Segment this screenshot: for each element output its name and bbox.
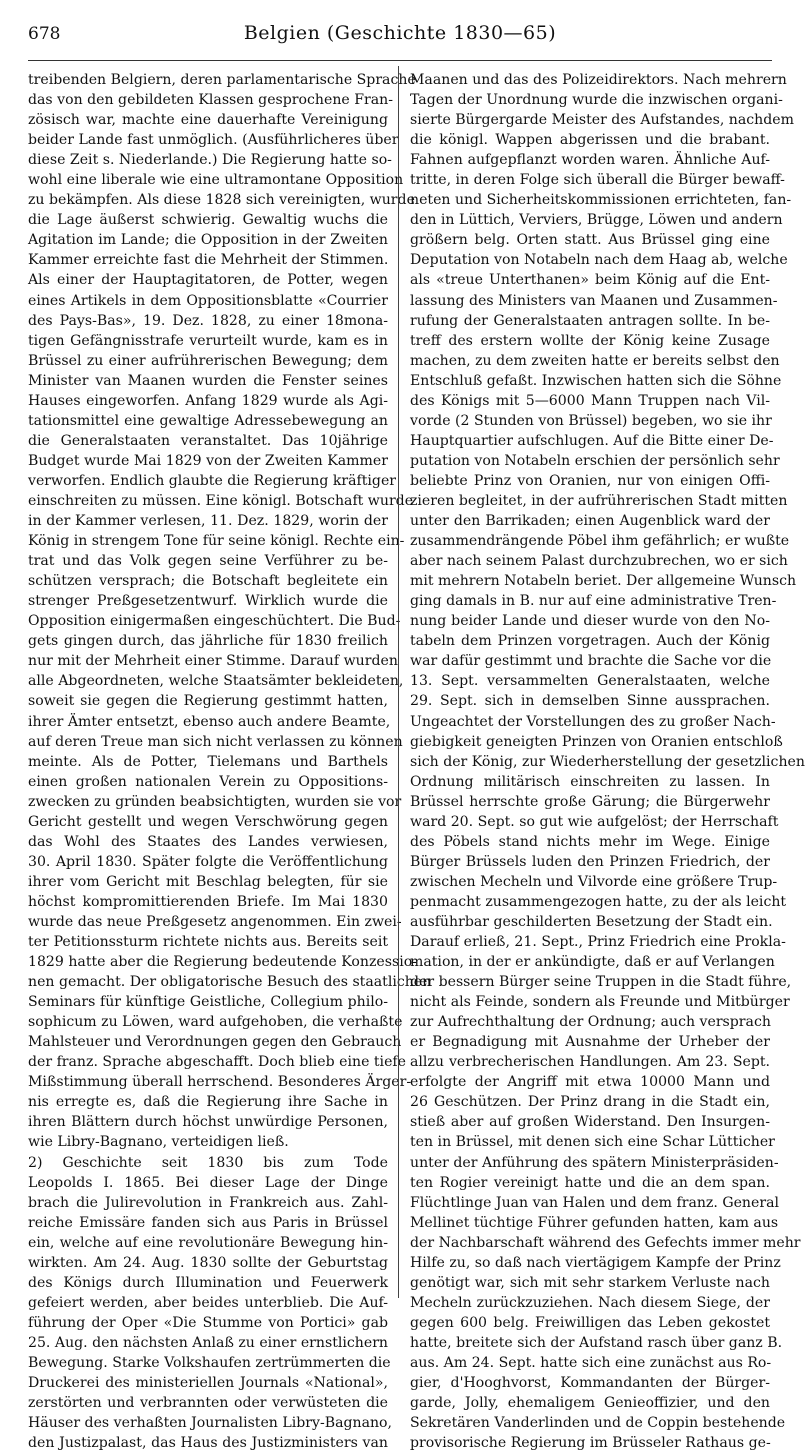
text-line: provisorische Regierung im Brüsseler Rathaus ge- — [410, 1435, 771, 1452]
text-line: auf deren Treue man sich nicht verlassen zu können — [28, 733, 403, 750]
text-line: Seminars für künftige Geistliche, Collegium philo- — [28, 994, 388, 1011]
text-line: zieren begleitet, in der aufrührerischen Stadt mitten — [410, 492, 788, 509]
text-line: einschreiten zu müssen. Eine königl. Botschaft wurde — [28, 492, 414, 509]
text-line: ging damals in B. nur auf eine administrative Tren- — [410, 593, 777, 610]
text-line: ausführbar geschilderten Besetzung der Stadt ein. — [410, 913, 773, 930]
text-line: Als einer der Hauptagitatoren, de Potter, wegen — [28, 272, 388, 289]
text-line: die königl. Wappen abgerissen und die brabant. — [410, 132, 770, 149]
text-line: wurde das neue Preßgesetz angenommen. Ein zwei- — [28, 913, 402, 930]
text-line: zwischen Mecheln und Vilvorde eine größere Trup- — [410, 873, 778, 890]
text-line: des Pays-Bas», 19. Dez. 1828, zu einer 18mona- — [28, 312, 388, 329]
text-line: zösisch war, machte eine dauerhafte Vereinigung — [28, 112, 388, 129]
text-line: ihren Blättern durch höchst unwürdige Personen, — [28, 1114, 388, 1131]
text-line: größern belg. Orten statt. Aus Brüssel ging eine — [410, 232, 770, 249]
text-line: nen gemacht. Der obligatorische Besuch des staatlichen — [28, 974, 432, 991]
text-line: 25. Aug. den nächsten Anlaß zu einer ernstlichern — [28, 1334, 389, 1351]
text-line: einen großen nationalen Verein zu Oppositions- — [28, 773, 388, 790]
text-line: sophicum zu Löwen, ward aufgehoben, die verhaßte — [28, 1014, 403, 1031]
text-line: Bewegung. Starke Volkshaufen zertrümmerten die — [28, 1355, 391, 1371]
text-line: Ordnung militärisch einschreiten zu lassen. In — [410, 773, 770, 790]
text-line: nur mit der Mehrheit einer Stimme. Darauf wurden — [28, 653, 398, 670]
text-line: des Pöbels stand nichts mehr im Wege. Einige — [410, 833, 770, 850]
text-line: ter Petitionssturm richtete nichts aus. Bereits seit — [28, 934, 388, 951]
text-line: brach die Julirevolution in Frankreich aus. Zahl- — [28, 1194, 388, 1211]
text-line: garde, Jolly, ehemaligem Genieoffizier, und den — [410, 1395, 770, 1412]
text-line: erfolgte der Angriff mit etwa 10000 Mann und — [410, 1074, 770, 1091]
text-line: zur Aufrechthaltung der Ordnung; auch versprach — [410, 1014, 771, 1031]
text-line: aber nach seinem Palast durchzubrechen, wo er sich — [410, 553, 788, 570]
text-line: 26 Geschützen. Der Prinz drang in die Stadt ein, — [410, 1094, 770, 1111]
left-column — [28, 70, 432, 1453]
text-line: verworfen. Endlich glaubte die Regierung kräftiger — [28, 472, 397, 489]
text-line: aus. Am 24. Sept. hatte sich eine zunächst aus Ro- — [410, 1355, 772, 1371]
text-line: tigen Gefängnisstrafe verurteilt wurde, kam es in — [28, 332, 388, 349]
text-line: Tagen der Unordnung wurde die inzwischen organi- — [410, 92, 783, 109]
text-line: Mißstimmung überall herrschend. Besonderes Ärger- — [28, 1074, 412, 1091]
column-divider — [398, 66, 399, 1298]
text-line: vorde (2 Stunden von Brüssel) begeben, wo sie ihr — [410, 412, 772, 429]
text-line: wie Libry-Bagnano, verteidigen ließ. — [28, 1134, 289, 1151]
text-line: hatte, breitete sich der Aufstand rasch über ganz B. — [410, 1334, 783, 1351]
text-line: in der Kammer verlesen, 11. Dez. 1829, worin der — [28, 513, 388, 530]
right-column — [410, 70, 805, 1453]
text-line: neten und Sicherheitskommissionen errichteten, fan- — [410, 192, 792, 209]
text-line: unter der Anführung des spätern Ministerpräsiden- — [410, 1154, 779, 1171]
text-line: wirkten. Am 24. Aug. 1830 sollte der Geburtstag — [28, 1254, 388, 1271]
text-line: ward 20. Sept. so gut wie aufgelöst; der Herrschaft — [410, 813, 779, 830]
text-line: gefeiert werden, aber beides unterblieb. Die Auf- — [28, 1294, 388, 1311]
text-line: des Königs durch Illumination und Feuerwerk — [28, 1274, 388, 1291]
text-line: Hauptquartier aufschlugen. Auf die Bitte einer De- — [410, 432, 774, 449]
text-line: ten Rogier vereinigt hatte und die an dem span. — [410, 1174, 770, 1191]
text-line: den in Lüttich, Verviers, Brügge, Löwen und andern — [410, 212, 783, 229]
text-line: zusammendrängende Pöbel ihm gefährlich; er wußte — [410, 533, 790, 550]
text-line: die Generalstaaten veranstaltet. Das 10jährige — [28, 432, 388, 449]
text-line: wohl eine liberale wie eine ultramontane Opposition — [28, 172, 404, 189]
text-line: Brüssel herrschte große Gärung; die Bürgerwehr — [410, 793, 770, 810]
text-line: Deputation von Notabeln nach dem Haag ab, welche — [410, 252, 788, 269]
text-line: machen, zu dem zweiten hatte er bereits selbst den — [410, 352, 780, 369]
text-line: putation von Notabeln erschien der persönlich sehr — [410, 452, 780, 469]
text-line: strenger Preßgesetzentwurf. Wirklich wurde die — [28, 593, 388, 610]
text-line: 1829 hatte aber die Regierung bedeutende Konzessio- — [28, 954, 417, 971]
text-line: gier, d'Hooghvorst, Kommandanten der Bürger- — [410, 1375, 770, 1392]
text-line: ein, welche auf eine revolutionäre Bewegung hin- — [28, 1234, 388, 1251]
text-line: gets gingen durch, das jährliche für 1830 freilich — [28, 633, 388, 650]
text-line: genötigt war, sich mit sehr starkem Verluste nach — [410, 1274, 770, 1291]
text-line: der franz. Sprache abgeschafft. Doch blieb eine tiefe — [28, 1054, 406, 1071]
text-line: Maanen und das des Polizeidirektors. Nach mehrern — [410, 72, 787, 88]
text-line: Leopolds I. 1865. Bei dieser Lage der Dinge — [28, 1174, 388, 1191]
text-line: allzu verbrecherischen Handlungen. Am 23. Sept. — [410, 1054, 770, 1071]
text-line: ihrer vom Gericht mit Beschlag belegten, für sie — [28, 873, 388, 890]
text-line: tationsmittel eine gewaltige Adressebewegung an — [28, 412, 388, 429]
text-line: als «treue Unterthanen» beim König auf die Ent- — [410, 272, 770, 289]
text-line: beliebte Prinz von Oranien, nur von einigen Offi- — [410, 472, 770, 489]
text-line: nicht als Feinde, sondern als Freunde und Mitbürger — [410, 994, 790, 1011]
text-line: Darauf erließ, 21. Sept., Prinz Friedrich eine Prokla- — [410, 934, 786, 951]
text-line: das von den gebildeten Klassen gesprochene Fran- — [28, 92, 393, 109]
text-line: zu bekämpfen. Als diese 1828 sich vereinigten, wurde — [28, 192, 415, 209]
text-line: höchst kompromittierenden Briefe. Im Mai 1830 — [28, 893, 388, 910]
text-line: Bürger Brüssels luden den Prinzen Friedrich, der — [410, 853, 770, 870]
text-line: treff des erstern wollte der König keine Zusage — [410, 332, 770, 349]
text-line: mit mehrern Notabeln beriet. Der allgemeine Wunsch — [410, 573, 797, 590]
text-line: Budget wurde Mai 1829 von der Zweiten Kammer — [28, 452, 388, 469]
text-line: reiche Emissäre fanden sich aus Paris in Brüssel — [28, 1214, 388, 1231]
text-line: der Nachbarschaft während des Gefechts immer mehr — [410, 1234, 801, 1251]
page-number: 678 — [28, 24, 61, 44]
text-line: Mellinet tüchtige Führer gefunden hatten, kam aus — [410, 1214, 779, 1231]
text-line: beider Lande fast unmöglich. (Ausführlicheres über — [28, 132, 399, 149]
text-line: 29. Sept. sich in demselben Sinne aussprachen. — [410, 693, 770, 710]
text-line: den Justizpalast, das Haus des Justizministers van — [28, 1435, 388, 1452]
text-line: Opposition einigermaßen eingeschüchtert. Die Bud- — [28, 613, 401, 630]
text-line: diese Zeit s. Niederlande.) Die Regierung hatte so- — [28, 152, 392, 169]
text-line: die Lage äußerst schwierig. Gewaltig wuchs die — [28, 212, 388, 229]
text-line: Mecheln zurückzuziehen. Nach diesem Siege, der — [410, 1294, 770, 1311]
text-line: war dafür gestimmt und brachte die Sache vor die — [410, 653, 772, 670]
page-header — [28, 14, 772, 50]
text-line: 30. April 1830. Später folgte die Veröffentlichung — [28, 853, 388, 870]
page-title: Belgien (Geschichte 1830—65) — [243, 22, 557, 44]
text-line: lassung des Ministers van Maanen und Zusammen- — [410, 292, 778, 309]
text-line: Häuser des verhaßten Journalisten Libry-Bagnano, — [28, 1415, 393, 1432]
text-line: sich der König, zur Wiederherstellung der gesetzlichen — [410, 753, 805, 770]
text-line: rufung der Generalstaaten antragen sollte. In be- — [410, 312, 770, 329]
text-line: 13. Sept. versammelten Generalstaaten, welche — [410, 673, 770, 690]
text-line: das Wohl des Staates des Landes verwiesen, — [28, 833, 388, 850]
text-line: stieß aber auf großen Widerstand. Den Insurgen- — [410, 1114, 770, 1131]
text-line: meinte. Als de Potter, Tielemans und Barthels — [28, 753, 388, 770]
text-line: Flüchtlinge Juan van Halen und dem franz. General — [410, 1194, 779, 1211]
text-line: König in strengem Tone für seine königl. Rechte ein- — [28, 533, 405, 550]
text-line: ten in Brüssel, mit denen sich eine Schar Lütticher — [410, 1134, 775, 1151]
text-line: Hilfe zu, so daß nach viertägigem Kampfe der Prinz — [410, 1254, 781, 1271]
text-line: eines Artikels in dem Oppositionsblatte «Courrier — [28, 292, 388, 309]
text-line: Entschluß gefaßt. Inzwischen hatten sich die Söhne — [410, 372, 782, 389]
text-line: Mahlsteuer und Verordnungen gegen den Gebrauch — [28, 1034, 402, 1051]
text-line: zwecken zu gründen beabsichtigten, wurden sie vor — [28, 793, 402, 810]
text-line: trat und das Volk gegen seine Verführer zu be- — [28, 553, 388, 570]
text-line: Hauses eingeworfen. Anfang 1829 wurde als Agi- — [28, 392, 388, 409]
text-line: Agitation im Lande; die Opposition in der Zweiten — [28, 232, 388, 249]
text-line: soweit sie gegen die Regierung gestimmt hatten, — [28, 693, 388, 710]
text-line: Gericht gestellt und wegen Verschwörung gegen — [28, 813, 388, 830]
text-line: Fahnen aufgepflanzt worden waren. Ähnliche Auf- — [410, 152, 770, 169]
text-line: zerstörten und verbrannten oder verwüsteten die — [28, 1395, 388, 1412]
text-line: alle Abgeordneten, welche Staatsämter bekleideten, — [28, 673, 404, 690]
text-line: 2) Geschichte seit 1830 bis zum Tode — [28, 1154, 388, 1171]
text-line: Ungeachtet der Vorstellungen des zu großer Nach- — [410, 713, 776, 730]
text-line: treibenden Belgiern, deren parlamentarische Sprache — [28, 72, 416, 88]
text-line: er Begnadigung mit Ausnahme der Urheber der — [410, 1034, 770, 1051]
text-line: Kammer erreichte fast die Mehrheit der Stimmen. — [28, 252, 389, 269]
text-line: nis erregte es, daß die Regierung ihre Sache in — [28, 1094, 388, 1111]
text-line: tritte, in deren Folge sich überall die Bürger bewaff- — [410, 172, 785, 189]
header-rule — [28, 60, 772, 61]
text-line: Druckerei des ministeriellen Journals «National», — [28, 1375, 388, 1392]
text-line: unter den Barrikaden; einen Augenblick ward der — [410, 513, 770, 530]
text-line: mation, in der er ankündigte, daß er auf Verlangen — [410, 954, 775, 971]
text-line: Brüssel zu einer aufrührerischen Bewegung; dem — [28, 352, 388, 369]
text-line: Sekretären Vanderlinden und de Coppin bestehende — [410, 1415, 786, 1432]
text-line: penmacht zusammengezogen hatte, zu der als leicht — [410, 893, 787, 910]
text-line: des Königs mit 5—6000 Mann Truppen nach Vil- — [410, 392, 770, 409]
text-line: sierte Bürgergarde Meister des Aufstandes, nachdem — [410, 112, 794, 129]
text-line: der bessern Bürger seine Truppen in die Stadt führe, — [410, 974, 792, 991]
text-line: giebigkeit geneigten Prinzen von Oranien entschloß — [410, 733, 783, 750]
text-line: Minister van Maanen wurden die Fenster seines — [28, 372, 388, 389]
text-line: ihrer Ämter entsetzt, ebenso auch andere Beamte, — [28, 713, 391, 730]
text-line: nung beider Lande und dieser wurde von den No- — [410, 613, 770, 630]
text-line: tabeln dem Prinzen vorgetragen. Auch der König — [410, 633, 770, 650]
text-line: gegen 600 belg. Freiwilligen das Leben gekostet — [410, 1314, 770, 1331]
text-line: schützen versprach; die Botschaft begleitete ein — [28, 573, 388, 590]
text-line: führung der Oper «Die Stumme von Portici» gab — [28, 1314, 388, 1331]
